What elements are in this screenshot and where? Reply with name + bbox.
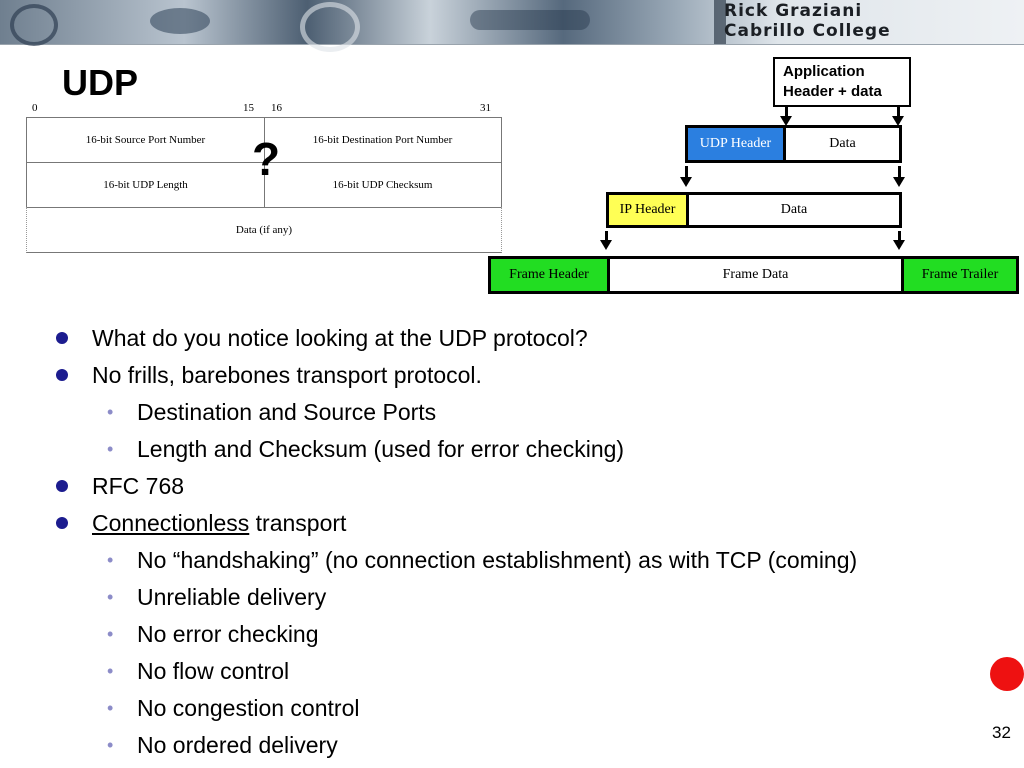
frame-header-box: Frame Header xyxy=(488,256,610,294)
bit-label-15: 15 xyxy=(243,102,254,114)
red-dot-button[interactable] xyxy=(990,657,1024,691)
header-banner xyxy=(0,0,1024,45)
sub-bullet-dot-icon: • xyxy=(107,402,114,422)
bullet-item xyxy=(92,509,346,537)
bullet-dot-icon xyxy=(56,369,68,381)
ip-data-box: Data xyxy=(686,192,902,228)
bullet-dot-icon xyxy=(56,332,68,344)
bullet-dot-icon xyxy=(56,517,68,529)
sub-bullet-text: No congestion control xyxy=(137,695,360,721)
question-mark: ? xyxy=(252,133,281,185)
college-name-line: Cabrillo College xyxy=(724,21,891,41)
sub-bullet-item xyxy=(107,398,437,426)
slide-title: UDP xyxy=(62,62,139,103)
author-name-line: Rick Graziani xyxy=(724,1,863,21)
bullet-text: No frills, barebones transport protocol. xyxy=(92,362,482,388)
sub-bullet-item xyxy=(107,731,338,759)
sub-bullet-dot-icon: • xyxy=(107,698,114,718)
udp-data-box: Data xyxy=(783,125,902,163)
bit-label-16: 16 xyxy=(271,102,282,114)
data-cell: Data (if any) xyxy=(26,207,502,253)
bullet-dot-icon xyxy=(56,480,68,492)
sub-bullet-dot-icon: • xyxy=(107,735,114,755)
udp-header-box: UDP Header xyxy=(685,125,786,163)
bit-label-31: 31 xyxy=(480,102,491,114)
sub-bullet-text: Destination and Source Ports xyxy=(137,399,437,425)
sub-bullet-dot-icon: • xyxy=(107,661,114,681)
sub-bullet-dot-icon: • xyxy=(107,439,114,459)
sub-bullet-text: Unreliable delivery xyxy=(137,584,327,610)
sub-bullet-text: No ordered delivery xyxy=(137,732,338,758)
author-name xyxy=(724,1,891,41)
sub-bullet-dot-icon: • xyxy=(107,624,114,644)
bullet-text: transport xyxy=(249,510,347,536)
udp-length-cell: 16-bit UDP Length xyxy=(26,162,265,208)
sub-bullet-text: No “handshaking” (no connection establishment) as with TCP (coming) xyxy=(137,547,858,573)
ip-header-box: IP Header xyxy=(606,192,689,228)
application-box xyxy=(773,57,911,107)
sub-bullet-dot-icon: • xyxy=(107,550,114,570)
frame-trailer-box: Frame Trailer xyxy=(901,256,1019,294)
sub-bullet-item xyxy=(107,435,625,463)
sub-bullet-dot-icon: • xyxy=(107,587,114,607)
page-number: 32 xyxy=(992,723,1011,742)
sub-bullet-text: Length and Checksum (used for error checking) xyxy=(137,436,625,462)
banner-decoration xyxy=(10,4,58,46)
bit-label-0: 0 xyxy=(32,102,38,114)
sub-bullet-item xyxy=(107,583,327,611)
sub-bullet-text: No flow control xyxy=(137,658,290,684)
sub-bullet-item xyxy=(107,546,858,574)
source-port-cell: 16-bit Source Port Number xyxy=(26,117,265,163)
bullet-item xyxy=(92,472,184,500)
banner-decoration xyxy=(470,10,590,30)
connectionless-link[interactable]: Connectionless xyxy=(92,510,250,536)
sub-bullet-text: No error checking xyxy=(137,621,319,647)
banner-decoration xyxy=(150,8,210,34)
bullet-text: What do you notice looking at the UDP protocol? xyxy=(92,325,588,351)
banner-decoration xyxy=(300,2,360,52)
bullet-text: RFC 768 xyxy=(92,473,185,499)
sub-bullet-item xyxy=(107,657,290,685)
udp-checksum-cell: 16-bit UDP Checksum xyxy=(264,162,502,208)
frame-data-box: Frame Data xyxy=(607,256,904,294)
bullet-item xyxy=(92,324,588,352)
application-sublabel: Header + data xyxy=(783,83,882,100)
dest-port-cell: 16-bit Destination Port Number xyxy=(264,117,502,163)
sub-bullet-item xyxy=(107,694,360,722)
bullet-item xyxy=(92,361,482,389)
application-label: Application xyxy=(783,63,865,80)
sub-bullet-item xyxy=(107,620,319,648)
